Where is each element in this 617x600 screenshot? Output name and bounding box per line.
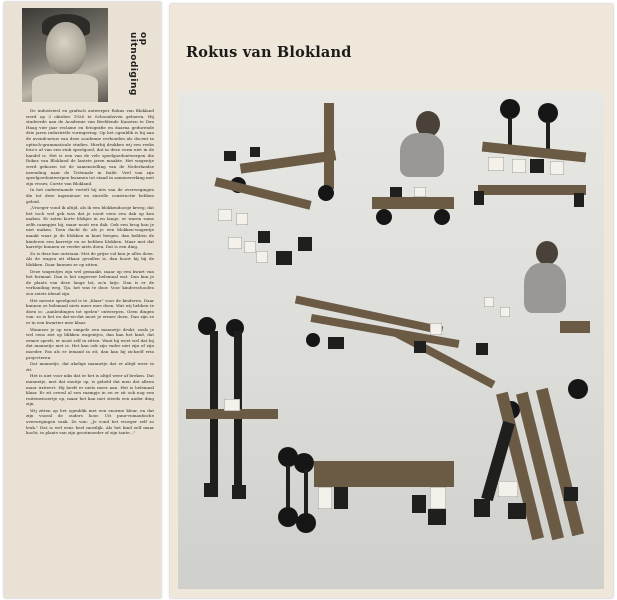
wheel	[434, 209, 450, 225]
portrait-collar	[32, 74, 98, 102]
block	[564, 487, 578, 501]
block	[574, 193, 584, 207]
block	[204, 483, 218, 497]
block	[430, 323, 442, 335]
wheel	[306, 333, 320, 347]
block	[428, 509, 446, 525]
block	[390, 187, 402, 197]
block	[488, 157, 504, 171]
block	[276, 251, 292, 265]
bench-plank	[314, 461, 454, 487]
block	[508, 503, 526, 519]
wheel	[568, 379, 588, 399]
wagon-pole	[324, 103, 334, 189]
block	[232, 485, 246, 499]
wheel	[376, 209, 392, 225]
article-paragraph-5: Deze wagentjes zijn wel gemaakt, maar op een kwart van het formaat. Dan is het ongeveer helemaal wat. Dan kun je de plaats van deze lange lat, zo'n latje. Dan is er de verbanding weg. Tja, het was te door. Voor kinderschoolen zou zoiets ideaal zijn.	[26, 268, 154, 296]
block	[298, 237, 312, 251]
wheel	[500, 99, 520, 119]
wheel	[278, 507, 298, 527]
block	[512, 159, 526, 173]
block	[318, 487, 332, 509]
plank	[478, 185, 586, 195]
article-paragraph-8: Dat mannetje, dat akelige mannetje dat er altijd weer in zit.	[26, 361, 154, 372]
block	[228, 237, 242, 249]
portrait-face	[46, 22, 86, 74]
block	[328, 337, 344, 349]
wheel	[318, 185, 334, 201]
block	[414, 187, 426, 197]
block	[334, 487, 348, 509]
cart-base	[372, 197, 454, 209]
block	[224, 399, 240, 411]
axle	[286, 465, 290, 513]
block	[498, 481, 518, 497]
left-page-column	[4, 2, 161, 598]
article-paragraph-9: Het is niet voor niks dat er het is altijd weer af breken. Dat mannetje, met dat snuitje op, is gebeld dat men dat alleen maar irriteert. Hij heeft er niets meer aan. Het is helemaal klaar. Er zit overal al een raampje in en er zit ook nog een ruitenwissertje op, maar het kan niet steeds een ander ding zijn.	[26, 373, 154, 407]
article-paragraph-7: Wanneer je op een simpele een mannetje drukt, zoals je wel eens ziet op blikken wagentjes, dan kan het kind, dat ermee speelt, er nooit zelf in zitten. Want hij weet wel dat hij dat mannetje niet is. Het kan ook zijn vader niet zijn of zijn moeder. Pas als er iemand in zit, dan kan hij zichzelf erin projecteren.	[26, 326, 154, 360]
child-body	[524, 263, 566, 313]
right-page	[170, 4, 613, 598]
block	[224, 151, 236, 161]
block	[500, 307, 510, 317]
block	[550, 161, 564, 175]
block	[236, 213, 248, 225]
wheel	[296, 513, 316, 533]
article-body	[26, 108, 154, 593]
page-title: Rokus van Blokland	[186, 44, 352, 61]
child-body	[400, 133, 444, 177]
article-paragraph-1: De industrieel en grafisch ontwerper Rokus van Blokland werd op 3 oktober 1926 te Schoonhoven geboren. Hij studeerde aan de Academie van Beeldende Kunsten te Den Haag vier jaar reclame en fotografie en daarna gedurende drie jaren industriële vormgeving. Op het ogenblik is hij aan de avondcursus van deze academie verbonden als docent in optisch-grammaticale studies. Hierbij drukken wij een reeks foto's af van een stuk speelgoed, dat in deze vorm niet in de handel is. Het is een van de vele speelgoedontwerpen die Rokus van Blokland de laatste jaren maakte. Het wagentje werd gekozen tot de samenstelling van de Nederlandse inzending naar de Triënnale in Italië. Veel van zijn speelgoedontwerpen kwamen tot stand in samenwerking met zijn vrouw, Corrie van Blokland.	[26, 108, 154, 186]
block	[484, 297, 494, 307]
plank	[214, 177, 311, 209]
block	[474, 191, 484, 205]
block	[258, 231, 270, 243]
toy-blocks-photo	[178, 91, 604, 589]
article-paragraph-2: In het onderstaande vertelt hij iets van de overwegingen die tot deze ingenieuze en zinvolle constructie hebben geleid.	[26, 187, 154, 204]
axle	[304, 469, 308, 517]
wheel	[538, 103, 558, 123]
block	[530, 159, 544, 173]
article-paragraph-6: Het meeste speelgoed is te „klaar" voor de kinderen. Daar kunnen ze helemaal niets meer mee doen. Wat wij hebben te doen is: „aanleidingen tot spelen" ontwerpen. Geen dingen van: zo is het en dat-en-dat moet je ermee doen. Dan zijn ze er in een kwartier mee klaar.	[26, 297, 154, 325]
block	[256, 251, 268, 263]
block	[412, 495, 426, 513]
portrait-photo	[22, 8, 108, 102]
child-head	[536, 241, 558, 265]
article-paragraph-3: „Vroeger vond ik altijd, als ik een blokkendoosje kreeg, dat het toch wel gek was dat je nooit eens een dak op kon maken. Er zaten korte blokjes in en lange, er waren soms zelfs raampjes bij, maar nooit een dak. Ook een brug kon je niet maken. Toen dacht ik: als je een blokken-wagentje maakt waar je de blokken in kunt bergen, dan hebben de kinderen een karretje en ze hebben blokken. Maar met dat karretje kunnen ze verder niets doen. Dat is een ding.	[26, 205, 154, 250]
section-label: op uitnodiging	[128, 32, 148, 96]
block	[476, 343, 488, 355]
article-paragraph-10: Wij zitten op het ogenblik met een enorme kleur, en dat zijn vooral de ouders hoor. Uit puur-romantische overwegingen vaak. Ze van: „Je vond het vroeger zelf zo leuk." Dat is wel eens heel moeilijk. Als het kind zelf maar kocht, in plaats van zijn grootmoeder of zijn tante..."	[26, 407, 154, 436]
block	[474, 499, 490, 517]
block	[560, 321, 590, 333]
block	[218, 209, 232, 221]
block	[414, 341, 426, 353]
block	[250, 147, 260, 157]
article-paragraph-4: Zo is deze kar ontstaan. Met de grijze val kun je alles doen. Als de wagen uit elkaar gevallen is, dan hoort hij bij de blokken. Daar kunnen ze op zitten.	[26, 250, 154, 268]
block	[430, 487, 446, 509]
block	[244, 241, 256, 253]
